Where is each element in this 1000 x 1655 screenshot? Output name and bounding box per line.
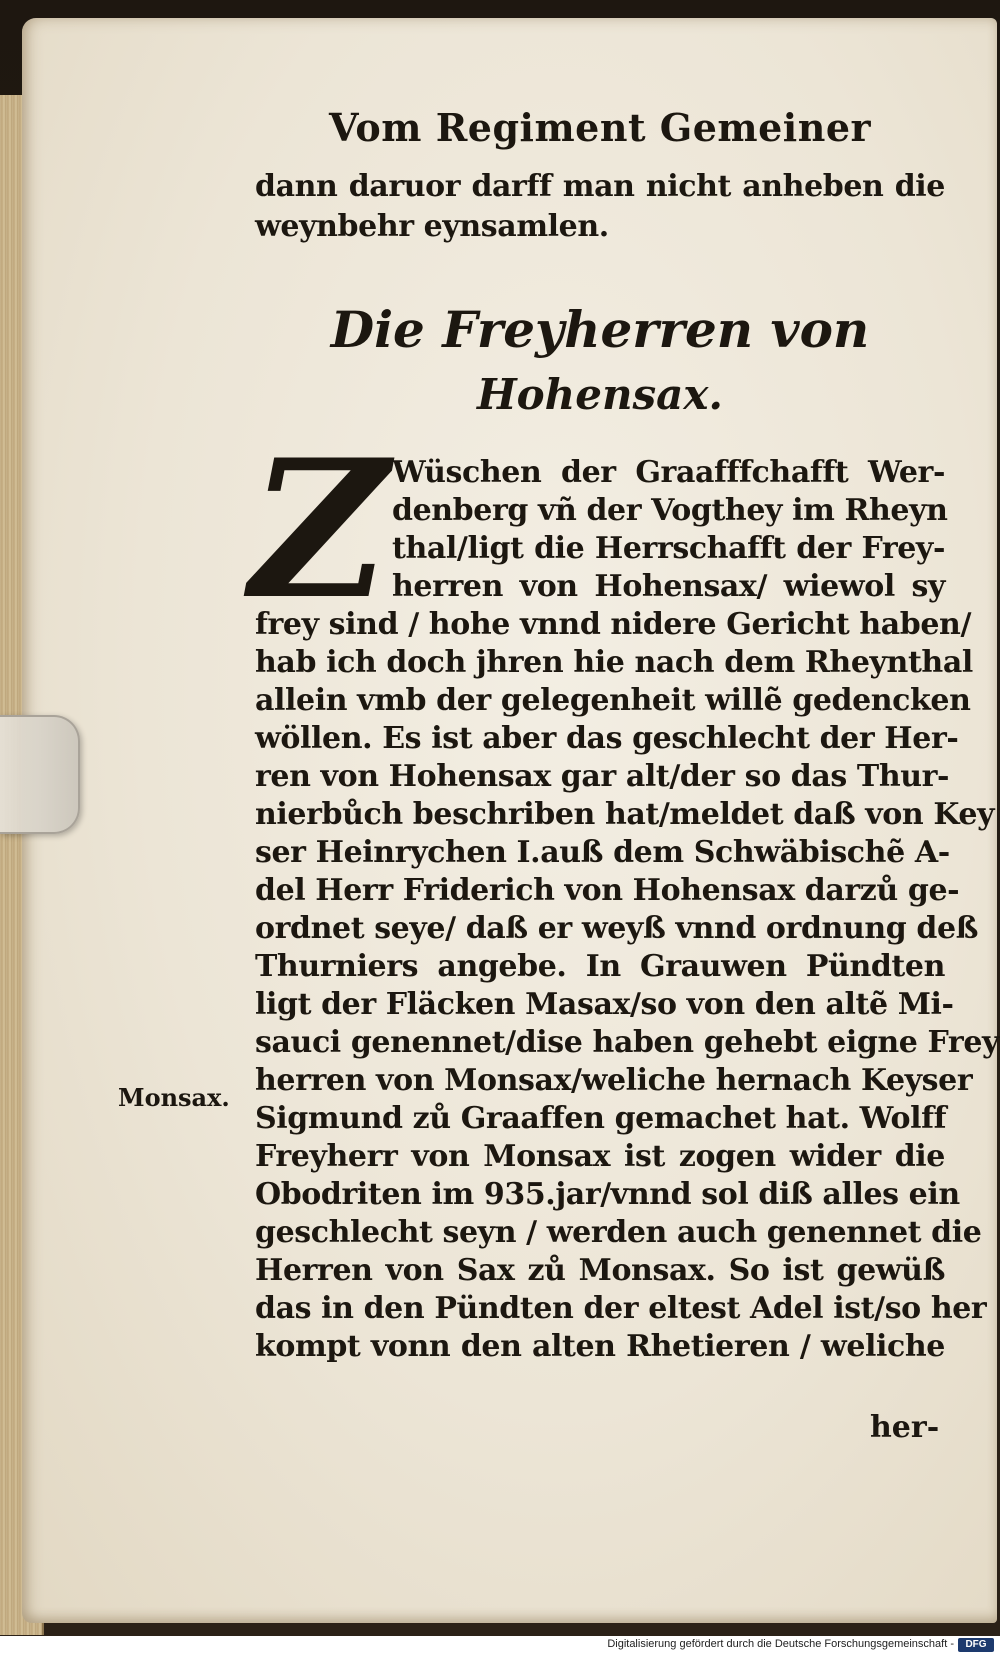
running-head: Vom Regiment Gemeiner — [328, 105, 872, 150]
body-line: del Herr Friderich von Hohensax darzů ge- — [255, 873, 960, 908]
catchword: her- — [870, 1410, 940, 1445]
body-line: Sigmund zů Graaffen gemachet hat. Wolff — [255, 1101, 947, 1136]
body-line: hab ich doch jhren hie nach dem Rheynthal — [255, 645, 973, 680]
body-line: sauci genennet/dise haben gehebt eigne Frey — [255, 1025, 1000, 1060]
body-line: ren von Hohensax gar alt/der so das Thur- — [255, 759, 950, 794]
chapter-title-continued: Hohensax. — [476, 370, 723, 419]
body-line: herren von Monsax/weliche hernach Keyser — [255, 1063, 973, 1098]
body-line: Wüschen der Graafffchafft Wer- — [392, 455, 945, 490]
body-line: herren von Hohensax/ wiewol sy — [392, 569, 945, 604]
body-line: Thurniers angebe. In Grauwen Pündten — [255, 949, 945, 984]
marginal-note: Monsax. — [118, 1083, 230, 1112]
body-line: ser Heinrychen I.auß dem Schwäbischẽ A- — [255, 835, 950, 870]
bookmark-tab — [0, 715, 80, 834]
body-line: Freyherr von Monsax ist zogen wider die — [255, 1139, 945, 1174]
digitization-credit-bar — [0, 1636, 1000, 1655]
body-line: thal/ligt die Herrschafft der Frey- — [392, 531, 945, 566]
body-line: das in den Pündten der eltest Adel ist/so her — [255, 1291, 987, 1326]
body-line: Herren von Sax zů Monsax. So ist gewüß — [255, 1253, 945, 1288]
body-line: wöllen. Es ist aber das geschlecht der Her- — [255, 721, 959, 756]
chapter-title: Die Freyherren von — [330, 300, 870, 359]
body-line: frey sind / hohe vnnd nidere Gericht haben/ — [255, 607, 972, 642]
body-line: ordnet seye/ daß er weyß vnnd ordnung deß — [255, 911, 979, 946]
body-line: allein vmb der gelegenheit willẽ gedencken — [255, 683, 971, 718]
body-line: kompt vonn den alten Rhetieren / weliche — [255, 1329, 945, 1364]
intro-line: weynbehr eynsamlen. — [255, 209, 609, 244]
body-line: ligt der Fläcken Masax/so von den altẽ Mi- — [255, 987, 954, 1022]
body-line: denberg vñ der Vogthey im Rheyn — [392, 493, 948, 528]
credit-text: Digitalisierung gefördert durch die Deutsche Forschungsgemeinschaft - — [607, 1638, 954, 1650]
intro-line: dann daruor darff man nicht anheben die — [255, 169, 945, 204]
body-line: nierbůch beschriben hat/meldet daß von Key — [255, 797, 995, 832]
body-line: Obodriten im 935.jar/vnnd sol diß alles ein — [255, 1177, 960, 1212]
body-line: geschlecht seyn / werden auch genennet die — [255, 1215, 982, 1250]
decorated-initial: Z — [250, 418, 389, 641]
dfg-logo-icon: DFG — [958, 1638, 994, 1652]
